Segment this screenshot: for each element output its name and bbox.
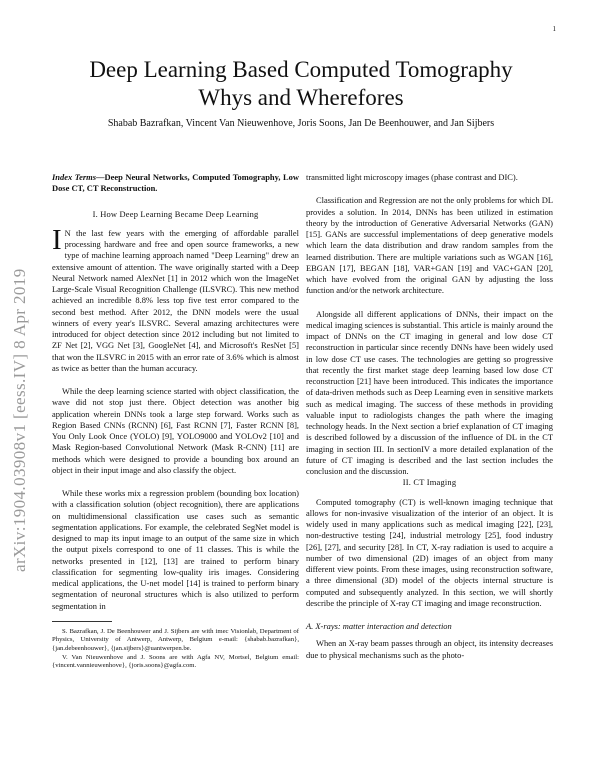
- intro-paragraph-1-text: N the last few years with the emerging of affordable parallel processing hardware and free and open source frameworks, a new type of machine learning approach named "Deep Learning" drew an extensive amount of attention. The wave originally started with a Deep Neural Network named AlexNet [1] in 2012 which won the ImageNet Large-Scale Visual Recognition Challenge (ILSVRC). This new method achieved an incredible 8.8% less top five test error compared to the second best method. After 2012, the DNN models were the usual winners of every year's ILSVRC. Several amazing architectures were introduced for object detection since 2012 including but not limited to ZF Net [2], VGG Net [3], GoogleNet [4], and Microsoft's ResNet [5] that won the ILSVRC in 2015 with an error rate of 3.6% which is almost as twice as better than the human accuracy.: [52, 227, 299, 373]
- right-column: [306, 172, 553, 661]
- intro-paragraph-2: While the deep learning science started with object classification, the wave did not stop just there. Object detection was another big application wherein DNNs took a large step forward. Works such as Region Based CNNs (RCNN) [6], Fast RCNN [7], Faster RCNN [8], You Only Look Once (YOLO) [9], YOLO9000 and YOLOv2 [10] and Mask Region-based Convolutional Network (Mask R-CNN) [11] are methods which were designed to provide a bounding box around an object in their input image and also classify the object.: [52, 386, 299, 475]
- dl-applications-paragraph: Classification and Regression are not the only problems for which DL provides a solution. In 2014, DNNs has been utilized in estimation theory by the introduction of Generative Adversarial Networks (GAN) [15]. GANs are successful implementations of deep generative models which learn the data distribution and draw random samples from the learned distribution. There are multiple variations such as WGAN [16], EBGAN [17], BEGAN [18], VAR+GAN [19] and VAC+GAN [20], which have evolved from the original GAN by adjusting the loss function and/or the network architecture.: [306, 195, 553, 296]
- section-2-heading: II. CT Imaging: [402, 477, 457, 488]
- xray-paragraph: When an X-ray beam passes through an object, its intensity decreases due to physical mechanisms such as the photo-: [306, 638, 553, 660]
- index-terms-text: —Deep Neural Networks, Computed Tomography, Low Dose CT, CT Reconstruction.: [52, 172, 299, 194]
- section-1-heading: I. How Deep Learning Became Deep Learning: [92, 208, 259, 219]
- page-number: 1: [552, 25, 556, 33]
- ct-imaging-paragraph: Computed tomography (CT) is well-known imaging technique that allows for non-invasive visualization of the interior of an object. It is widely used in many applications such as medical imaging [22], [23], non-destructive testing [24], industrial metrology [25], food industry [26], [27], and security [28]. In CT, X-ray radiation is used to acquire a number of two dimensional (2D) images of an object from many different view points. From these images, using reconstruction software, a three dimensional (3D) model of the objects internal structure is computed and subsequently analyzed. In this section, we will shortly describe the principle of X-ray CT imaging and image reconstruction.: [306, 496, 553, 608]
- author-list: Shabab Bazrafkan, Vincent Van Nieuwenhove, Joris Soons, Jan De Beenhouwer, and Jan Sijbers: [107, 118, 495, 129]
- paper-title: [40, 56, 562, 112]
- intro-paragraph-1: [52, 223, 299, 374]
- index-terms: [52, 172, 299, 195]
- intro-paragraph-3: While these works mix a regression problem (bounding box location) with a classification solution (object recognition), there are applications on multidimensional classification use cases such as semantic segmentation applications. For example, the celebrated SegNet model is designed to map its input image to an output of the same size in which the output pixels correspond to one of 11 classes. This is while the networks presented in [12], [13] are trained to perform binary classification for segmenting low-quality iris images. Considering medical applications, the U-net model [14] is trained to perform binary segmentation of neuronal structures which is also utilized to perform segmentation in: [52, 488, 299, 611]
- footnote-affiliation-2: V. Van Nieuwenhove and J. Soons are with Agfa NV, Mortsel, Belgium email: {vincent.vannieuwenhove}, {joris.soons}@agfa.com.: [52, 653, 299, 670]
- footnote-rule: [52, 621, 112, 622]
- index-terms-label: Index Terms: [52, 172, 97, 182]
- title-line-1: Deep Learning Based Computed Tomography: [89, 57, 513, 82]
- title-line-2: Whys and Wherefores: [198, 85, 404, 110]
- continued-paragraph: transmitted light microscopy images (phase contrast and DIC).: [306, 172, 518, 182]
- arxiv-stamp: arXiv:1904.03908v1 [eess.IV] 8 Apr 2019: [10, 268, 29, 572]
- medical-imaging-paragraph: Alongside all different applications of DNNs, their impact on the medical imaging sciences is substantial. This article is mainly around the impact of DNNs on the CT imaging in general and low dose CT reconstruction in particular since recently DNNs have been widely used in low dose CT use cases. The technologies are getting so progressive that recently the first market stage deep learning based low dose CT reconstruction [21] have been introduced. This indicates the importance of data-driven methods such as Deep Learning even in sensitive markets such as medical imaging. The success of these methods in providing valuable input to radiologists changes the path where the imaging technology heads. In the Next section a brief explanation of CT imaging is described followed by a discussion of the influence of DL in the CT imaging in section III. In sectionIV a more detailed explanation of the future of CT imaging is described and the last section includes the conclusion and the discussion.: [306, 308, 553, 476]
- left-column: [52, 172, 299, 671]
- drop-cap: I: [52, 223, 62, 256]
- footnote-affiliation-1: S. Bazrafkan, J. De Beenhouwer and J. Sijbers are with imec Visionlab, Department of Physics, University of Antwerp, Antwerp, Belgium e-mail: {shabab.bazrafkan}, {jan.debeenhouwer}, {jan.sijbers}@uantwerpen.be.: [52, 627, 299, 652]
- subsection-a-heading: A. X-rays: matter interaction and detection: [306, 621, 452, 631]
